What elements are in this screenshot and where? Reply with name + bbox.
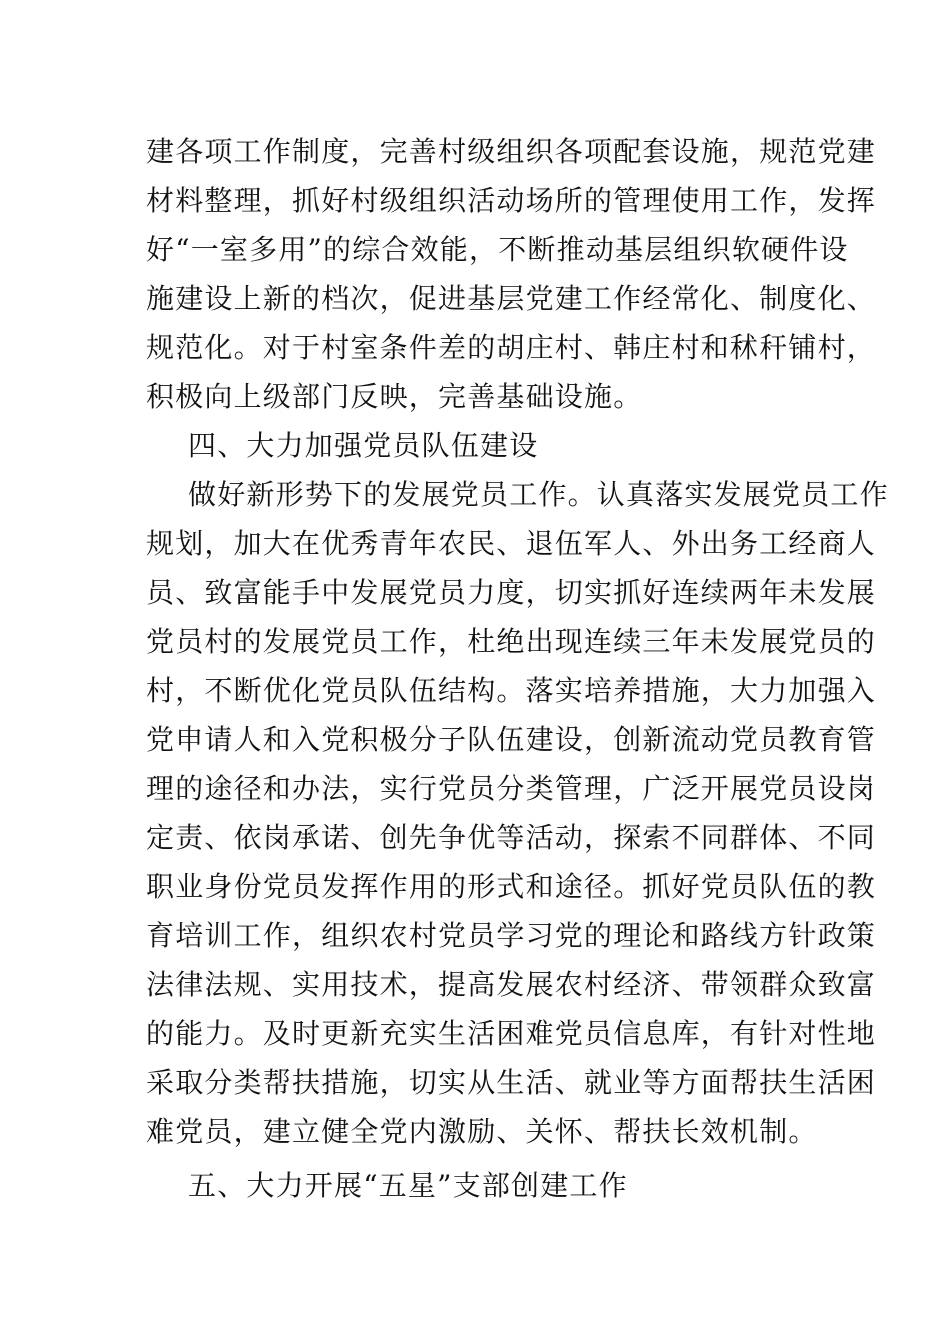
text-line: 材料整理，抓好村级组织活动场所的管理使用工作，发挥 (146, 184, 877, 217)
document-body (146, 127, 889, 1210)
text-line: 定责、依岗承诺、创先争优等活动，探索不同群体、不同 (146, 821, 877, 854)
section-heading-5: 五、大力开展“五星”支部创建工作 (188, 1169, 628, 1202)
text-line: 职业身份党员发挥作用的形式和途径。抓好党员队伍的教 (146, 870, 877, 903)
text-line: 法律法规、实用技术，提高发展农村经济、带领群众致富 (146, 968, 877, 1001)
text-line: 党员村的发展党员工作，杜绝出现连续三年未发展党员的 (146, 625, 877, 658)
text-line: 党申请人和入党积极分子队伍建设，创新流动党员教育管 (146, 723, 877, 756)
text-line: 理的途径和办法，实行党员分类管理，广泛开展党员设岗 (146, 772, 877, 805)
text-line: 施建设上新的档次，促进基层党建工作经常化、制度化、 (146, 282, 877, 315)
text-line: 做好新形势下的发展党员工作。认真落实发展党员工作 (188, 478, 889, 511)
section-heading-4: 四、大力加强党员队伍建设 (188, 429, 539, 462)
text-line: 规范化。对于村室条件差的胡庄村、韩庄村和秫秆铺村， (146, 331, 877, 364)
text-line: 育培训工作，组织农村党员学习党的理论和路线方针政策 (146, 919, 877, 952)
text-line: 好“一室多用”的综合效能，不断推动基层组织软硬件设 (146, 233, 849, 266)
text-line: 员、致富能手中发展党员力度，切实抓好连续两年未发展 (146, 576, 877, 609)
paragraph-infrastructure (146, 127, 877, 421)
paragraph-party-members (146, 470, 889, 1156)
text-line: 积极向上级部门反映，完善基础设施。 (146, 380, 643, 413)
text-line: 采取分类帮扶措施，切实从生活、就业等方面帮扶生活困 (146, 1066, 877, 1099)
text-line: 建各项工作制度，完善村级组织各项配套设施，规范党建 (146, 135, 877, 168)
text-line: 难党员，建立健全党内激励、关怀、帮扶长效机制。 (146, 1115, 818, 1148)
text-line: 规划，加大在优秀青年农民、退伍军人、外出务工经商人 (146, 527, 877, 560)
text-line: 的能力。及时更新充实生活困难党员信息库，有针对性地 (146, 1017, 877, 1050)
text-line: 村，不断优化党员队伍结构。落实培养措施，大力加强入 (146, 674, 877, 707)
